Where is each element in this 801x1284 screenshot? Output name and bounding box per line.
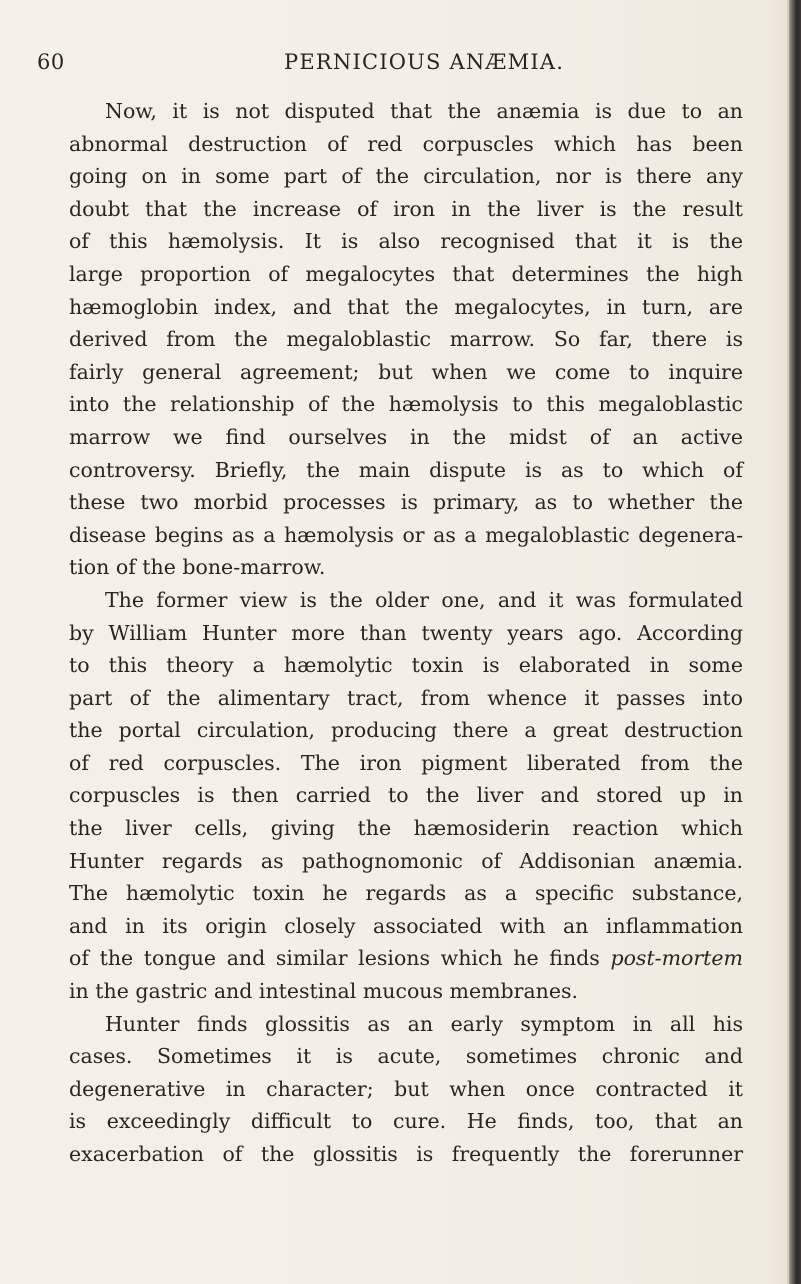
text-line: doubt that the increase of iron in the liver is the result [69, 196, 743, 221]
text-line: these two morbid processes is primary, as to whether the [69, 490, 743, 515]
body-text [69, 95, 743, 1171]
text-line: the liver cells, giving the hæmosiderin reaction which [69, 816, 743, 841]
text-line: hæmoglobin index, and that the megalocytes, in turn, are [69, 294, 743, 319]
text-line: disease begins as a hæmolysis or as a megaloblastic degenera- [69, 522, 743, 547]
text-line: going on in some part of the circulation, nor is there any [69, 164, 743, 189]
text-line: fairly general agreement; but when we come to inquire [69, 359, 743, 384]
page-number: 60 [37, 50, 65, 74]
text-line: is exceedingly difficult to cure. He finds, too, that an [69, 1109, 743, 1134]
text-line: large proportion of megalocytes that determines the high [69, 261, 743, 286]
text-line: cases. Sometimes it is acute, sometimes chronic and [69, 1044, 743, 1069]
text-line: in the gastric and intestinal mucous membranes. [69, 979, 579, 1004]
text-line: corpuscles is then carried to the liver and stored up in [69, 783, 743, 808]
text-line: Now, it is not disputed that the anæmia is due to an [105, 99, 743, 123]
text-line: of this hæmolysis. It is also recognised that it is the [69, 229, 743, 254]
text-line: tion of the bone-marrow. [69, 555, 326, 580]
page-header [0, 50, 801, 80]
text-line: exacerbation of the glossitis is frequently the forerunner [69, 1142, 743, 1166]
text-line: and in its origin closely associated with an inflammation [69, 913, 743, 938]
text-line: abnormal destruction of red corpuscles which has been [69, 131, 743, 156]
book-binding-edge [787, 0, 801, 1284]
text-line: Hunter finds glossitis as an early symptom in all his [105, 1011, 743, 1036]
text-run: of the tongue and similar lesions which he finds [69, 946, 611, 971]
text-line: marrow we find ourselves in the midst of an active [69, 424, 743, 449]
text-line: of red corpuscles. The iron pigment liberated from the [69, 750, 743, 775]
running-title: PERNICIOUS ANÆMIA. [284, 50, 565, 74]
text-line: by William Hunter more than twenty years ago. According [69, 620, 743, 645]
text-line: The former view is the older one, and it was formulated [105, 587, 743, 612]
text-line: degenerative in character; but when once contracted it [69, 1076, 743, 1101]
text-line: Hunter regards as pathognomonic of Addisonian anæmia. [69, 848, 743, 873]
text-line: to this theory a hæmolytic toxin is elaborated in some [69, 653, 743, 678]
text-line: The hæmolytic toxin he regards as a specific substance, [69, 881, 743, 906]
italic-term: post-mortem [610, 946, 743, 971]
text-line: controversy. Briefly, the main dispute is as to which of [69, 457, 743, 482]
text-line: into the relationship of the hæmolysis to this megaloblastic [69, 392, 743, 417]
text-line: derived from the megaloblastic marrow. So far, there is [69, 327, 743, 352]
text-line: part of the alimentary tract, from whence it passes into [69, 685, 743, 710]
text-line: the portal circulation, producing there a great destruction [69, 718, 743, 743]
text-line-mixed [69, 942, 743, 975]
